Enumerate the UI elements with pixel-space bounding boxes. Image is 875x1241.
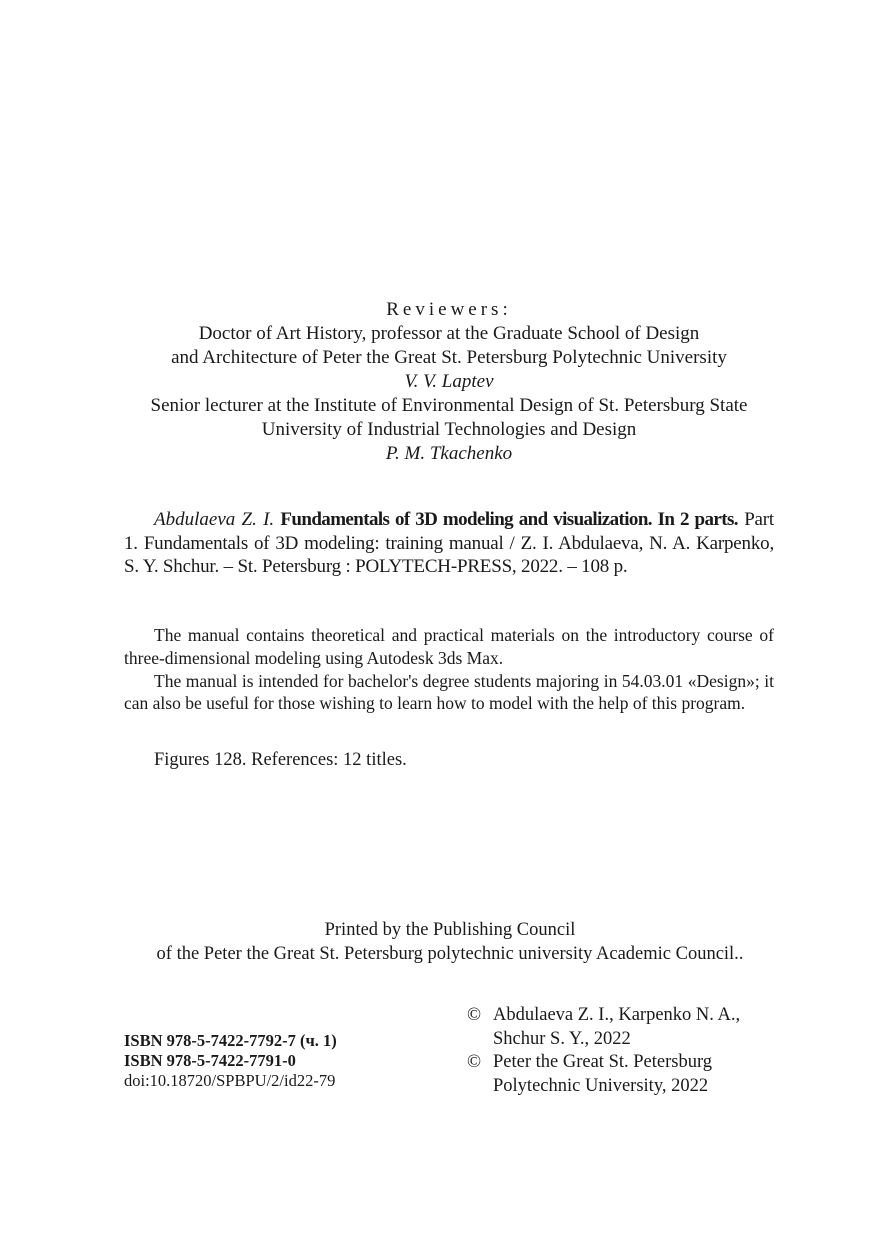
doi: doi:10.18720/SPBPU/2/id22-79 xyxy=(124,1071,336,1090)
copyright-university xyxy=(467,1051,787,1098)
abstract-paragraph-2: The manual is intended for bachelor's degree students majoring in 54.03.01 «Design»; it can also be useful for those wishing to learn how to model with the help of this program. xyxy=(124,670,774,714)
reviewer-1-affiliation-line-2: and Architecture of Peter the Great St. Petersburg Polytechnic University xyxy=(171,347,727,368)
copyright-symbol: © xyxy=(467,1005,482,1025)
copyright-authors xyxy=(467,1004,787,1051)
copyright-authors-line-1: Abdulaeva Z. I., Karpenko N. A., xyxy=(493,1005,741,1025)
isbn-block xyxy=(124,1031,337,1091)
book-title: Fundamentals of 3D modeling and visualization. In 2 parts. xyxy=(280,509,738,530)
council-line-2: of the Peter the Great St. Petersburg polytechnic university Academic Council.. xyxy=(156,944,744,964)
book-publication-details: Part 1. Fundamentals of 3D modeling: training manual / Z. I. Abdulaeva, N. A. Karpenko, S. Y. Shchur. – St. Petersburg : POLYTECH-PRESS, 2022. – 108 p. xyxy=(124,509,774,577)
copyright-symbol: © xyxy=(467,1052,482,1072)
copyright-authors-line-2: Shchur S. Y., 2022 xyxy=(493,1028,631,1049)
council-line-1: Printed by the Publishing Council xyxy=(324,920,576,940)
copyright-university-line-1: Peter the Great St. Petersburg xyxy=(493,1052,713,1072)
reviewer-2-affiliation-line-1: Senior lecturer at the Institute of Environmental Design of St. Petersburg State xyxy=(150,395,748,416)
reviewers-block xyxy=(124,298,774,466)
reviewer-1-affiliation-line-1: Doctor of Art History, professor at the Graduate School of Design xyxy=(198,323,700,344)
book-author: Abdulaeva Z. I. xyxy=(154,509,275,530)
isbn-set: ISBN 978-5-7422-7791-0 xyxy=(124,1051,296,1070)
figures-references-count: Figures 128. References: 12 titles. xyxy=(154,750,407,770)
copyright-block xyxy=(467,1004,787,1098)
reviewer-1-name: V. V. Laptev xyxy=(404,371,494,392)
publishing-council-note xyxy=(110,918,790,966)
bibliographic-description xyxy=(124,508,774,579)
isbn-part-1: ISBN 978-5-7422-7792-7 (ч. 1) xyxy=(124,1031,337,1050)
reviewer-2-affiliation-line-2: University of Industrial Technologies and Design xyxy=(261,419,637,440)
abstract-block xyxy=(124,624,774,715)
abstract-paragraph-1: The manual contains theoretical and practical materials on the introductory course of three-dimensional modeling using Autodesk 3ds Max. xyxy=(124,625,774,668)
reviewer-2-name: P. M. Tkachenko xyxy=(385,443,513,464)
reviewers-heading: Reviewers: xyxy=(386,299,512,320)
copyright-university-line-2: Polytechnic University, 2022 xyxy=(493,1075,709,1096)
